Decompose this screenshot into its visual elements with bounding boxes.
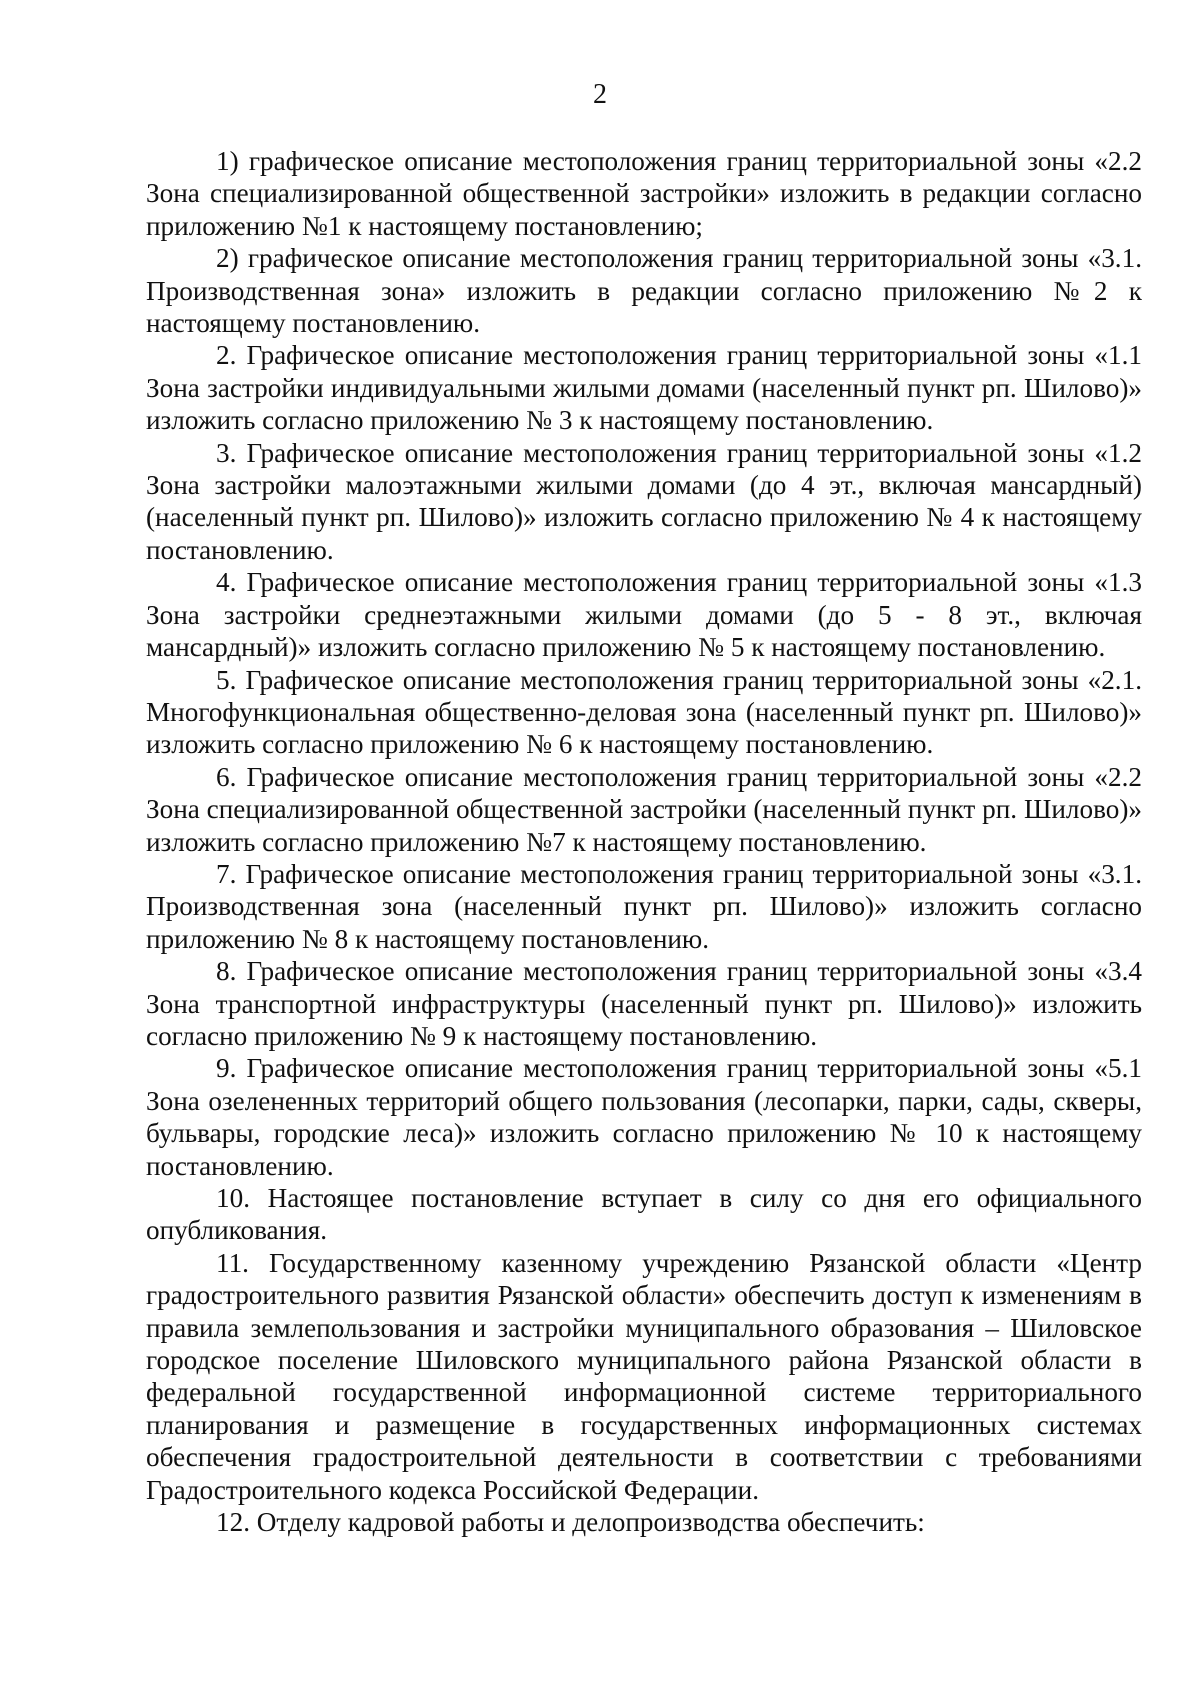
paragraph-6: 6. Графическое описание местоположения границ территориальной зоны «2.2 Зона специализированной общественной застройки (населенный пункт рп. Шилово)» изложить согласно приложению №7 к настоящему постановлению. xyxy=(146,761,1142,857)
paragraph-2: 2. Графическое описание местоположения границ территориальной зоны «1.1 Зона застройки индивидуальными жилыми домами (населенный пункт рп. Шилово)» изложить согласно приложению № 3 к настоящему постановлению. xyxy=(146,340,1142,436)
paragraph-11: 11. Государственному казенному учреждению Рязанской области «Центр градостроительного развития Рязанской области» обеспечить доступ к изменениям в правила землепользования и застройки муниципального образования – Шиловское городское поселение Шиловского муниципального района Рязанской области в федеральной государственной информационной системе территориального планирования и размещение в государственных информационных системах обеспечения градостроительной деятельности в соответствии с требованиями Градостроительного кодекса Российской Федерации. xyxy=(146,1247,1142,1505)
paragraph-5: 5. Графическое описание местоположения границ территориальной зоны «2.1. Многофункциональная общественно-деловая зона (населенный пункт рп. Шилово)» изложить согласно приложению № 6 к настоящему постановлению. xyxy=(146,664,1142,760)
page-number: 2 xyxy=(593,79,607,110)
paragraph-3: 3. Графическое описание местоположения границ территориальной зоны «1.2 Зона застройки малоэтажными жилыми домами (до 4 эт., включая мансардный) (населенный пункт рп. Шилово)» изложить согласно приложению № 4 к настоящему постановлению. xyxy=(146,437,1142,565)
paragraph-10: 10. Настоящее постановление вступает в силу со дня его официального опубликования. xyxy=(146,1183,1142,1246)
paragraph-9: 9. Графическое описание местоположения границ территориальной зоны «5.1 Зона озелененных территорий общего пользования (лесопарки, парки, сады, скверы, бульвары, городские леса)» изложить согласно приложению № 10 к настоящему постановлению. xyxy=(146,1053,1142,1181)
paragraph-8: 8. Графическое описание местоположения границ территориальной зоны «3.4 Зона транспортной инфраструктуры (населенный пункт рп. Шилово)» изложить согласно приложению № 9 к настоящему постановлению. xyxy=(146,956,1142,1051)
paragraph-7: 7. Графическое описание местоположения границ территориальной зоны «3.1. Производственная зона (населенный пункт рп. Шилово)» изложить согласно приложению № 8 к настоящему постановлению. xyxy=(146,858,1142,954)
paragraph-4: 4. Графическое описание местоположения границ территориальной зоны «1.3 Зона застройки среднеэтажными жилыми домами (до 5 - 8 эт., включая мансардный)» изложить согласно приложению № 5 к настоящему постановлению. xyxy=(146,567,1142,663)
document-body xyxy=(146,145,1142,1538)
paragraph-1-2: 2) графическое описание местоположения границ территориальной зоны «3.1. Производственная зона» изложить в редакции согласно приложению №2 к настоящему постановлению. xyxy=(146,243,1142,339)
paragraph-1-1: 1) графическое описание местоположения границ территориальной зоны «2.2 Зона специализированной общественной застройки» изложить в редакции согласно приложению №1 к настоящему постановлению; xyxy=(146,146,1142,241)
paragraph-12: 12. Отделу кадровой работы и делопроизводства обеспечить: xyxy=(216,1507,925,1538)
